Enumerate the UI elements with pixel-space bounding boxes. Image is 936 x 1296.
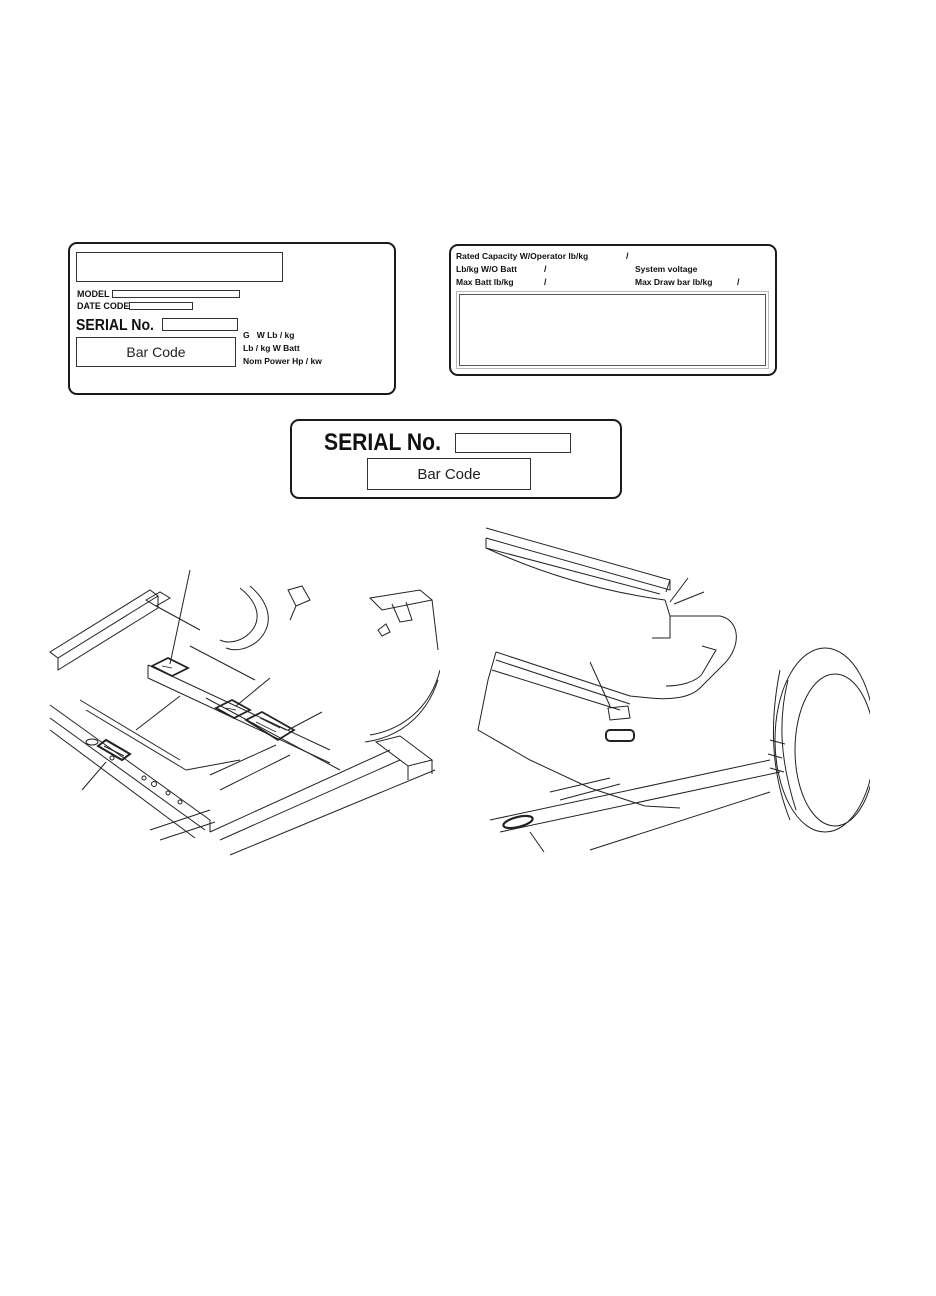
gw-label: G W Lb / kg — [243, 330, 295, 340]
barcode-field — [76, 337, 236, 367]
rated-capacity-slash: / — [626, 251, 629, 261]
model-field — [112, 290, 240, 298]
w-batt-label: Lb / kg W Batt — [243, 343, 300, 353]
max-batt-slash: / — [544, 277, 547, 287]
serial-label: SERIAL No. — [76, 317, 154, 334]
identification-plate — [68, 242, 396, 395]
serial-field — [162, 318, 238, 331]
serial-field-large — [455, 433, 571, 453]
date-code-field — [129, 302, 193, 310]
model-label: MODEL — [77, 289, 110, 299]
barcode-label-large: Bar Code — [417, 465, 481, 483]
system-voltage-label: System voltage — [635, 264, 698, 274]
max-batt-label: Max Batt lb/kg — [456, 277, 514, 287]
truck-body-illustration — [470, 520, 870, 860]
barcode-field-large — [367, 458, 531, 490]
barcode-label: Bar Code — [126, 344, 186, 360]
max-drawbar-slash: / — [737, 277, 740, 287]
capacity-plate — [449, 244, 777, 376]
max-drawbar-label: Max Draw bar lb/kg — [635, 277, 713, 287]
serial-label-large: SERIAL No. — [324, 429, 441, 456]
serial-plate — [290, 419, 622, 499]
chassis-frame-illustration — [40, 560, 440, 860]
rated-capacity-label: Rated Capacity W/Operator lb/kg — [456, 251, 589, 261]
logo-field — [76, 252, 283, 282]
nom-power-label: Nom Power Hp / kw — [243, 356, 322, 366]
date-code-label: DATE CODE — [77, 301, 130, 311]
wo-batt-label: Lb/kg W/O Batt — [456, 264, 517, 274]
capacity-chart-area — [456, 291, 769, 369]
wo-batt-slash: / — [544, 264, 547, 274]
